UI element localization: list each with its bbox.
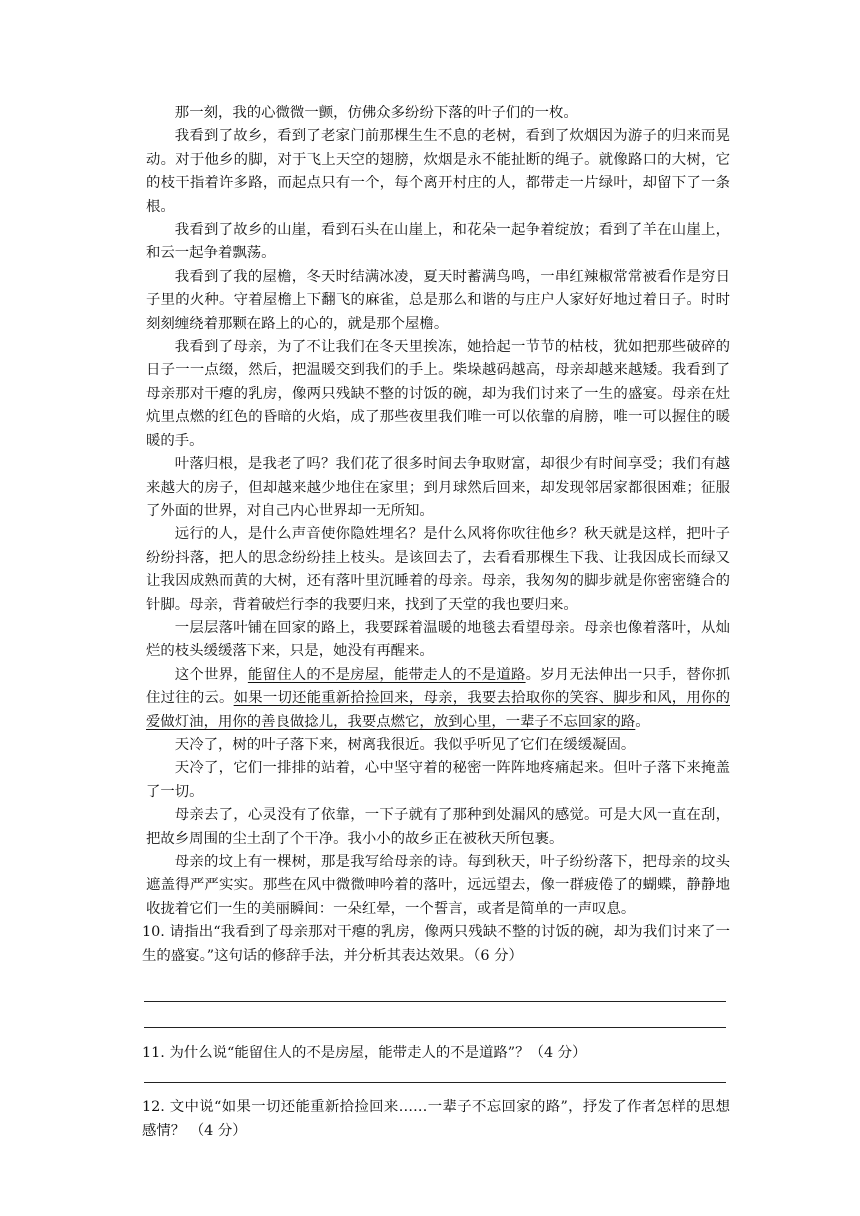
paragraph-text: 。	[635, 713, 650, 730]
paragraph-11: 天冷了，它们一排排的站着，心中坚守着的秘密一阵阵地疼痛起来。但叶子落下来掩盖了一切。	[146, 760, 730, 800]
paragraph-13: 母亲的坟上有一棵树，那是我写给母亲的诗。每到秋天，叶子纷纷落下，把母亲的坟头遮盖得严严实实。那些在风中微微呻吟着的落叶，远远望去，像一群疲倦了的蝴蝶，静静地收拢着它们一生的美丽瞬间：一朵红晕，一个誓言，或者是简单的一声叹息。	[146, 854, 730, 917]
paragraph-10: 天冷了，树的叶子落下来，树离我很近。我似乎听见了它们在缓缓凝固。	[174, 736, 636, 753]
paragraph-5: 我看到了母亲，为了不让我们在冬天里挨冻，她拾起一节节的枯枝，犹如把那些破碎的日子一一点缀，然后，把温暖交到我们的手上。柴垛越码越高，母亲却越来越矮。我看到了母亲那对干瘪的乳房，像两只残缺不整的讨饭的碗，却为我们讨来了一生的盛宴。母亲在灶炕里点燃的红色的昏暗的火焰，成了那些夜里我们唯一可以依靠的肩膀，唯一可以握住的暖暖的手。	[146, 339, 730, 449]
answer-line[interactable]	[144, 1027, 726, 1028]
paragraph-text: 。岁月无法伸出一只手，替你抓住过往的云。	[146, 666, 730, 707]
underlined-sentence-2: 如果一切还能重新拾捡回来，母亲，我要去拾取你的笑容、脚步和风，用你的爱做灯油，用你的善良做捻儿，我要点燃它，放到心里，一辈子不忘回家的路	[146, 690, 730, 730]
question-12: 12. 文中说“如果一切还能重新拾捡回来……一辈子不忘回家的路”，抒发了作者怎样的思想感情？ （4 分）	[142, 1099, 730, 1139]
paragraph-3: 我看到了故乡的山崖，看到石头在山崖上，和花朵一起争着绽放；看到了羊在山崖上，和云一起争着飘荡。	[146, 222, 730, 262]
paragraph-underlined	[146, 664, 730, 734]
question-11-block	[142, 1042, 730, 1083]
question-11: 11. 为什么说“能留住人的不是房屋，能带走人的不是道路”？（4 分）	[142, 1045, 587, 1062]
paragraph-2: 我看到了故乡，看到了老家门前那棵生生不息的老树，看到了炊烟因为游子的归来而晃动。对于他乡的脚，对于飞上天空的翅膀，炊烟是永不能扯断的绳子。就像路口的大树，它的枝干指着许多路，而起点只有一个，每个离开村庄的人，都带走一片绿叶，却留下了一条根。	[146, 128, 730, 215]
paragraph-text: 这个世界，	[174, 666, 248, 683]
paragraph-7: 远行的人，是什么声音使你隐姓埋名？是什么风将你吹往他乡？秋天就是这样，把叶子纷纷抖落，把人的思念纷纷挂上枝头。是该回去了，去看看那棵生下我、让我因成长而绿又让我因成熟而黄的大树，还有落叶里沉睡着的母亲。母亲，我匆匆的脚步就是你密密缝合的针脚。母亲，背着破烂行李的我要归来，找到了天堂的我也要归来。	[146, 526, 730, 613]
paragraph-8: 一层层落叶铺在回家的路上，我要踩着温暖的地毯去看望母亲。母亲也像着落叶，从灿烂的枝头缓缓落下来，只是，她没有再醒来。	[146, 619, 730, 660]
paragraph-4: 我看到了我的屋檐，冬天时结满冰凌，夏天时蓄满鸟鸣，一串红辣椒常常被看作是穷日子里的火种。守着屋檐上下翻飞的麻雀，总是那么和谐的与庄户人家好好地过着日子。时时刻刻缠绕着那颗在路上的心的，就是那个屋檐。	[146, 268, 730, 332]
document-page	[142, 102, 730, 1143]
underlined-sentence-1: 能留住人的不是房屋，能带走人的不是道路	[247, 666, 526, 683]
paragraph-12: 母亲去了，心灵没有了依靠，一下子就有了那种到处漏风的感觉。可是大风一直在刮，把故乡周围的尘土刮了个干净。我小小的故乡正在被秋天所包裹。	[146, 807, 730, 847]
question-10: 10. 请指出“我看到了母亲那对干瘪的乳房，像两只残缺不整的讨饭的碗，却为我们讨来了一生的盛宴。”这句话的修辞手法，并分析其表达效果。（6 分）	[142, 924, 730, 964]
paragraph-6: 叶落归根，是我老了吗？我们花了很多时间去争取财富，却很少有时间享受；我们有越来越大的房子，但却越来越少地住在家里；到月球然后回来，却发现邻居家都很困难；征服了外面的世界，对自己内心世界却一无所知。	[146, 456, 730, 519]
question-12-block	[142, 1096, 730, 1143]
answer-line[interactable]	[144, 1082, 726, 1083]
paragraph-1: 那一刻，我的心微微一颤，仿佛众多纷纷下落的叶子们的一枚。	[174, 105, 578, 121]
question-10-block	[142, 921, 730, 1028]
